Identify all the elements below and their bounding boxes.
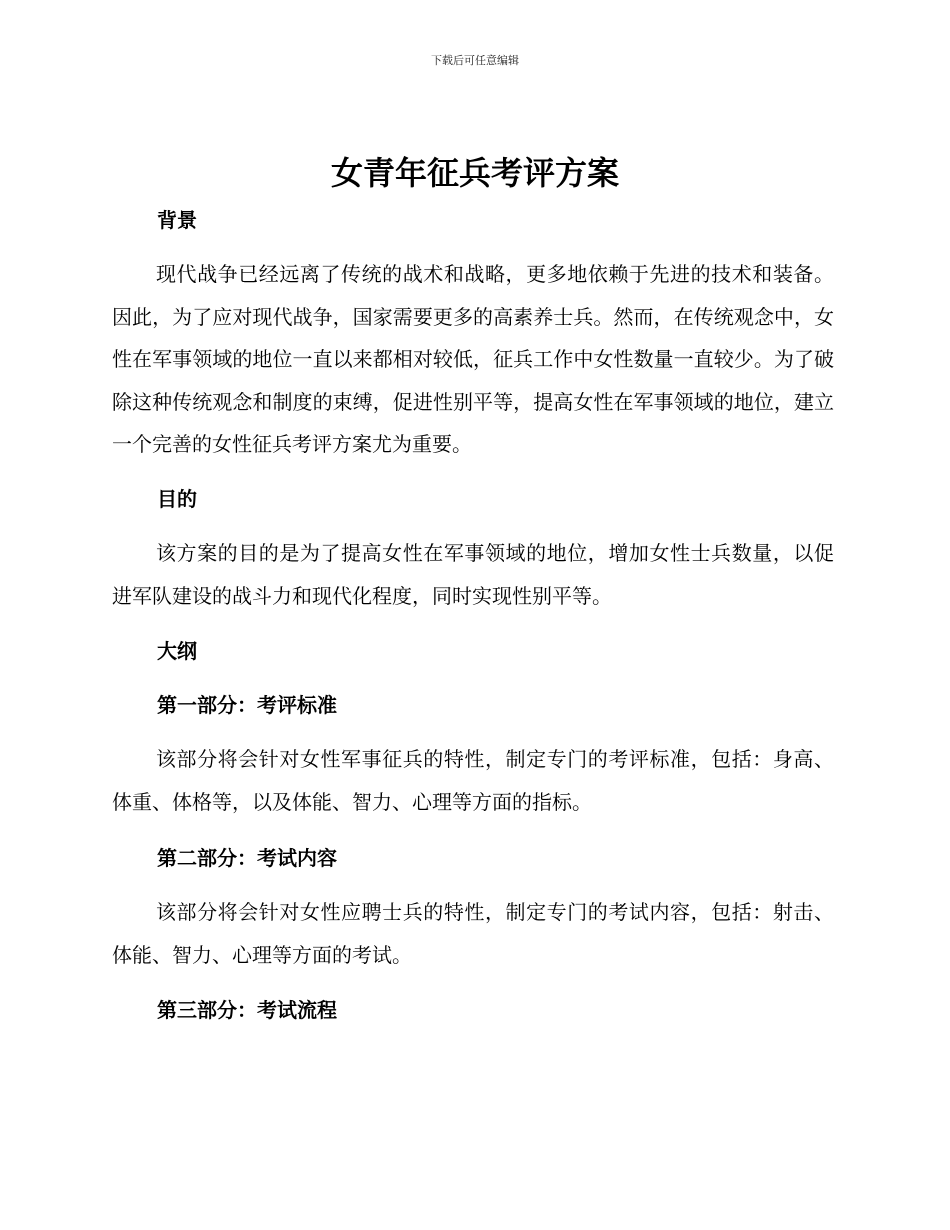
heading-part3: 第三部分：考试流程: [157, 998, 337, 1022]
page-header-note: 下载后可任意编辑: [431, 54, 519, 67]
paragraph-part2: 该部分将会针对女性应聘士兵的特性，制定专门的考试内容，包括：射击、体能、智力、心理等方面的考试。: [112, 900, 834, 967]
paragraph-background: 现代战争已经远离了传统的战术和战略，更多地依赖于先进的技术和装备。因此，为了应对现代战争，国家需要更多的高素养士兵。然而，在传统观念中，女性在军事领域的地位一直以来都相对较低，征兵工作中女性数量一直较少。为了破除这种传统观念和制度的束缚，促进性别平等，提高女性在军事领域的地位，建立一个完善的女性征兵考评方案尤为重要。: [112, 262, 834, 456]
heading-purpose: 目的: [157, 487, 197, 511]
heading-part2: 第二部分：考试内容: [157, 846, 337, 870]
paragraph-part1: 该部分将会针对女性军事征兵的特性，制定专门的考评标准，包括：身高、体重、体格等，以及体能、智力、心理等方面的指标。: [112, 747, 834, 814]
heading-outline: 大纲: [157, 639, 197, 663]
heading-part1: 第一部分：考评标准: [157, 693, 337, 717]
heading-background: 背景: [157, 208, 197, 232]
document-title: 女青年征兵考评方案: [330, 154, 619, 192]
paragraph-purpose: 该方案的目的是为了提高女性在军事领域的地位，增加女性士兵数量，以促进军队建设的战斗力和现代化程度，同时实现性别平等。: [112, 541, 834, 608]
